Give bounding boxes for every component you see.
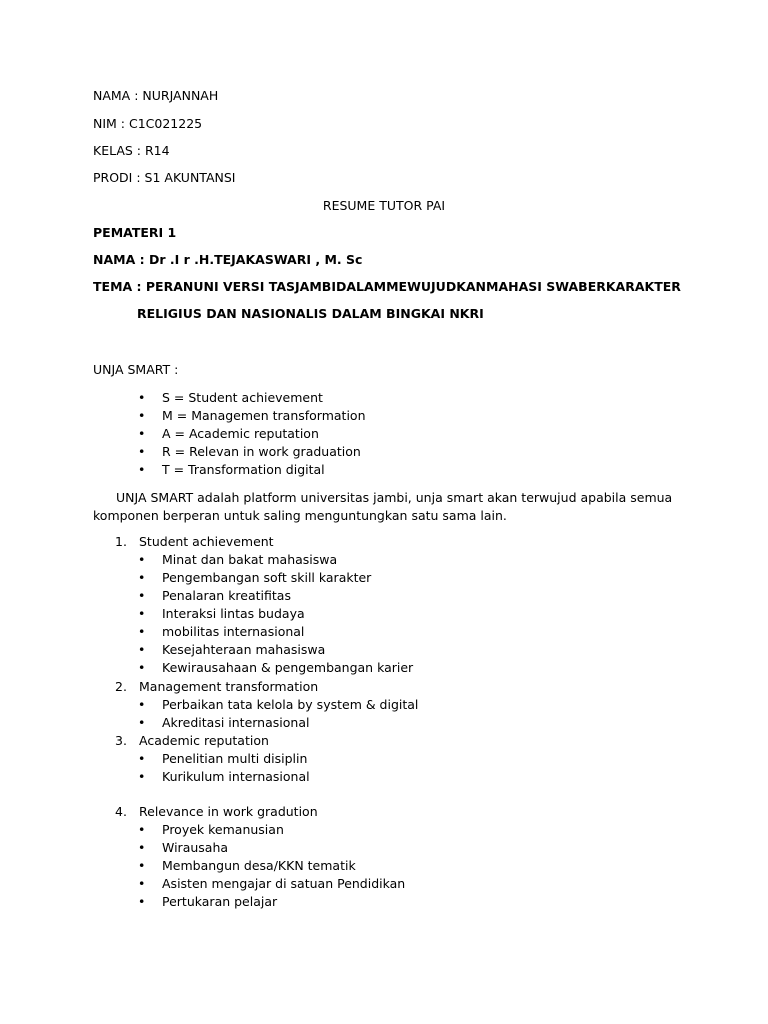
bullet-icon: • (138, 444, 146, 459)
speaker-label: PEMATERI 1 (93, 225, 177, 240)
section-list-item (138, 660, 414, 676)
section-list-item (138, 769, 310, 785)
bullet-text: M = Managemen transformation (162, 408, 366, 423)
bullet-text: S = Student achievement (162, 390, 323, 405)
bullet-icon: • (138, 552, 146, 567)
smart-list-item (138, 462, 325, 478)
bullet-icon: • (138, 606, 146, 621)
student-program: PRODI : S1 AKUNTANSI (93, 170, 236, 185)
document-title: RESUME TUTOR PAI (322, 198, 446, 213)
bullet-text: A = Academic reputation (162, 426, 319, 441)
bullet-text: Perbaikan tata kelola by system & digital (162, 697, 419, 712)
bullet-text: Kesejahteraan mahasiswa (162, 642, 326, 657)
bullet-icon: • (138, 858, 146, 873)
bullet-text: mobilitas internasional (162, 624, 305, 639)
smart-heading: UNJA SMART : (93, 362, 179, 377)
bullet-icon: • (138, 822, 146, 837)
section-list-item (138, 588, 291, 604)
bullet-text: Pertukaran pelajar (162, 894, 278, 909)
section-list-item (138, 876, 406, 892)
smart-list-item (138, 408, 366, 424)
smart-paragraph-line-1: UNJA SMART adalah platform universitas jambi, unja smart akan terwujud apabila semua (116, 490, 673, 505)
bullet-icon: • (138, 751, 146, 766)
bullet-text: Penalaran kreatifitas (162, 588, 291, 603)
student-nim: NIM : C1C021225 (93, 116, 203, 131)
bullet-text: Kurikulum internasional (162, 769, 310, 784)
bullet-icon: • (138, 588, 146, 603)
section-number: 4. (115, 804, 127, 819)
bullet-icon: • (138, 462, 146, 477)
section-list-item (138, 858, 356, 874)
bullet-text: Kewirausahaan & pengembangan karier (162, 660, 414, 675)
theme-line-2: RELIGIUS DAN NASIONALIS DALAM BINGKAI NKRI (137, 306, 484, 321)
bullet-icon: • (138, 876, 146, 891)
bullet-text: Penelitian multi disiplin (162, 751, 308, 766)
section-title: Student achievement (139, 534, 274, 549)
section-list-item (138, 894, 278, 910)
section-heading (115, 804, 318, 820)
section-list-item (138, 697, 419, 713)
bullet-text: Membangun desa/KKN tematik (162, 858, 356, 873)
bullet-icon: • (138, 570, 146, 585)
section-list-item (138, 715, 310, 731)
section-title: Academic reputation (139, 733, 269, 748)
bullet-text: Minat dan bakat mahasiswa (162, 552, 338, 567)
bullet-text: Interaksi lintas budaya (162, 606, 305, 621)
bullet-text: T = Transformation digital (162, 462, 325, 477)
theme-line-1: TEMA : PERANUNI VERSI TASJAMBIDALAMMEWUJUDKANMAHASI SWABERKARAKTER (93, 279, 681, 294)
bullet-icon: • (138, 840, 146, 855)
student-name: NAMA : NURJANNAH (93, 88, 219, 103)
bullet-icon: • (138, 408, 146, 423)
bullet-icon: • (138, 660, 146, 675)
bullet-icon: • (138, 426, 146, 441)
bullet-icon: • (138, 642, 146, 657)
section-heading (115, 733, 269, 749)
section-title: Management transformation (139, 679, 319, 694)
bullet-icon: • (138, 624, 146, 639)
section-number: 3. (115, 733, 127, 748)
section-list-item (138, 552, 338, 568)
smart-list-item (138, 426, 319, 442)
section-list-item (138, 624, 305, 640)
bullet-text: Wirausaha (162, 840, 229, 855)
section-list-item (138, 822, 284, 838)
bullet-text: Akreditasi internasional (162, 715, 310, 730)
section-list-item (138, 606, 305, 622)
bullet-icon: • (138, 390, 146, 405)
bullet-icon: • (138, 769, 146, 784)
smart-paragraph-line-2: komponen berperan untuk saling menguntungkan satu sama lain. (93, 508, 507, 523)
smart-list-item (138, 390, 323, 406)
section-title: Relevance in work gradution (139, 804, 318, 819)
student-class: KELAS : R14 (93, 143, 170, 158)
bullet-icon: • (138, 715, 146, 730)
bullet-text: Asisten mengajar di satuan Pendidikan (162, 876, 406, 891)
section-number: 2. (115, 679, 127, 694)
bullet-icon: • (138, 697, 146, 712)
section-list-item (138, 751, 308, 767)
bullet-text: Pengembangan soft skill karakter (162, 570, 372, 585)
bullet-text: Proyek kemanusian (162, 822, 284, 837)
speaker-name: NAMA : Dr .I r .H.TEJAKASWARI , M. Sc (93, 252, 363, 267)
bullet-icon: • (138, 894, 146, 909)
section-list-item (138, 642, 326, 658)
smart-list-item (138, 444, 361, 460)
section-heading (115, 679, 319, 695)
section-list-item (138, 570, 372, 586)
bullet-text: R = Relevan in work graduation (162, 444, 361, 459)
section-heading (115, 534, 274, 550)
section-number: 1. (115, 534, 127, 549)
section-list-item (138, 840, 229, 856)
